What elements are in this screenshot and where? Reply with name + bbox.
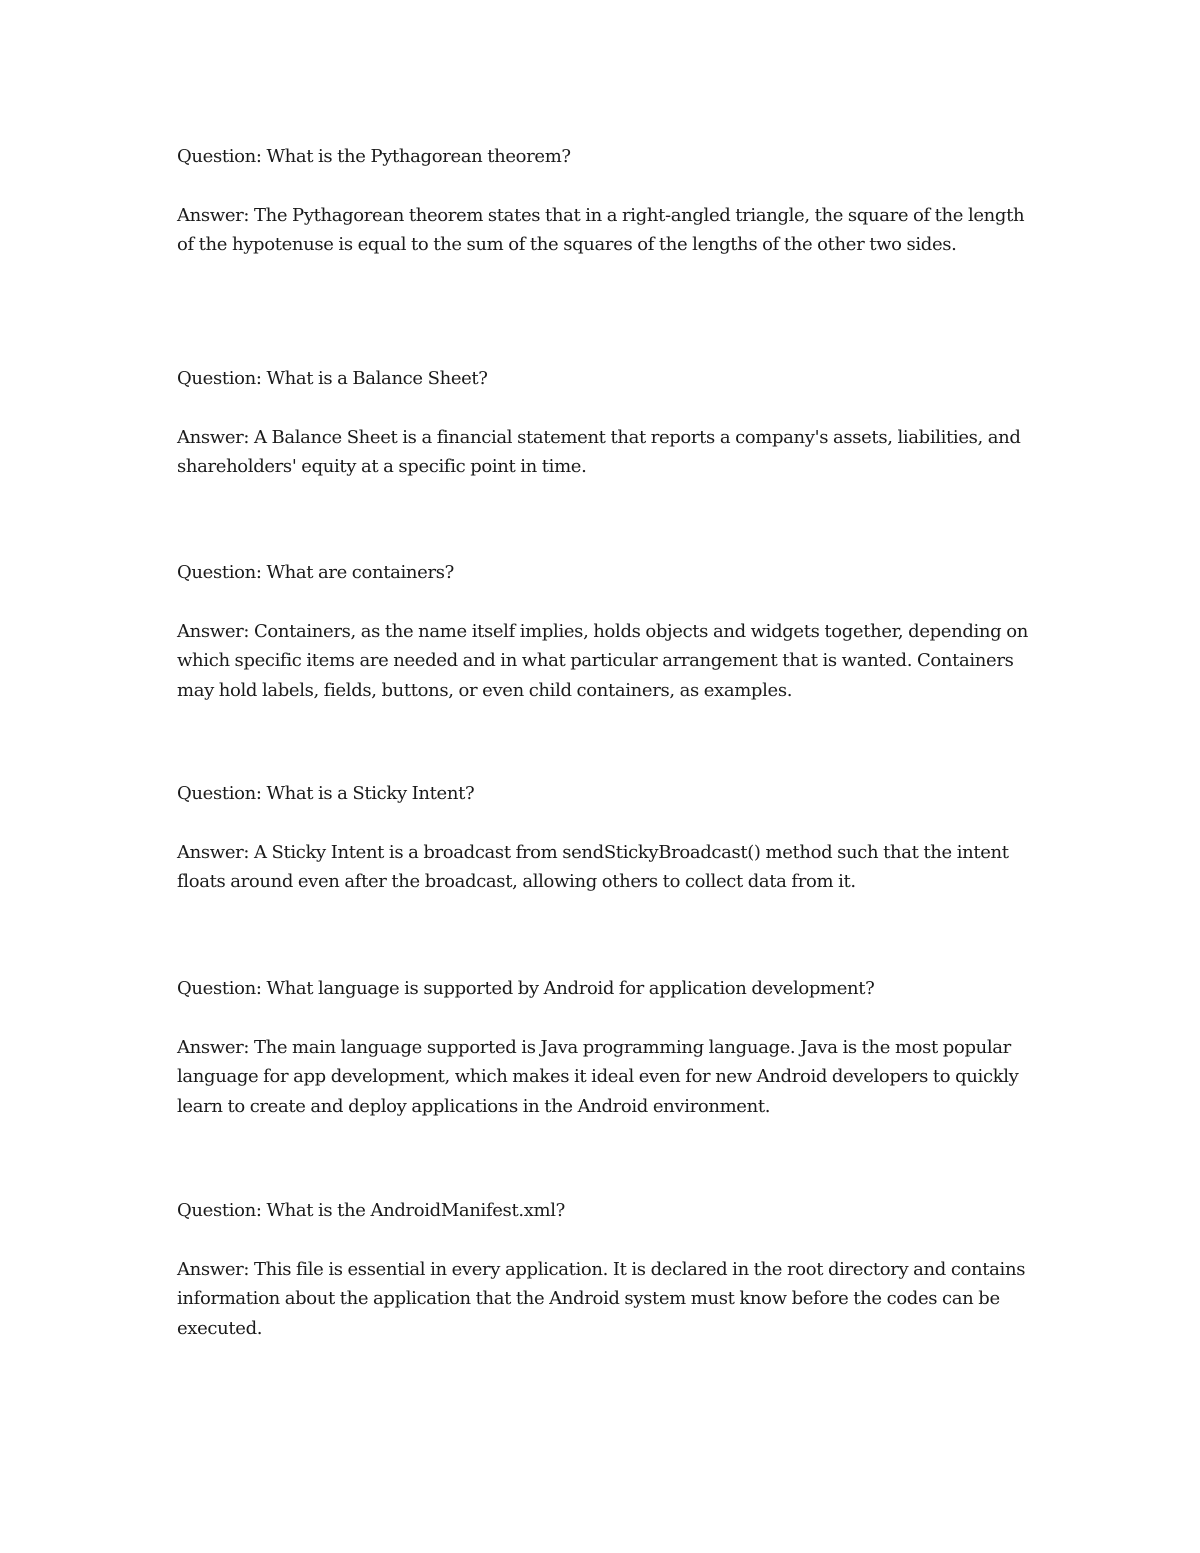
qa-item — [177, 142, 1037, 260]
answer-text: Answer: This file is essential in every application. It is declared in the root directory and contains information about the application that the Android system must know before the codes can be executed. — [177, 1258, 1026, 1339]
qa-item — [177, 1196, 1037, 1343]
question-text: Question: What is a Sticky Intent? — [177, 783, 475, 804]
qa-item — [177, 779, 1037, 897]
qa-item — [177, 364, 1037, 482]
qa-item — [177, 974, 1037, 1121]
answer-text: Answer: A Balance Sheet is a financial statement that reports a company's assets, liabilities, and shareholders' equity at a specific point in time. — [177, 426, 1021, 478]
answer-text: Answer: The main language supported is Java programming language. Java is the most popular language for app development, which makes it ideal even for new Android developers to quickly learn to create and deploy applications in the Android environment. — [177, 1036, 1019, 1117]
question-text: Question: What is the AndroidManifest.xml? — [177, 1200, 565, 1221]
question-text: Question: What is a Balance Sheet? — [177, 368, 488, 389]
question-text: Question: What is the Pythagorean theorem? — [177, 146, 571, 167]
question-text: Question: What are containers? — [177, 562, 454, 583]
qa-item — [177, 558, 1037, 705]
answer-text: Answer: Containers, as the name itself implies, holds objects and widgets together, depending on which specific items are needed and in what particular arrangement that is wanted. Containers may hold labels, fields, buttons, or even child containers, as examples. — [177, 620, 1028, 701]
question-text: Question: What language is supported by Android for application development? — [177, 978, 875, 999]
answer-text: Answer: The Pythagorean theorem states that in a right-angled triangle, the square of the length of the hypotenuse is equal to the sum of the squares of the lengths of the other two sides. — [177, 204, 1025, 256]
answer-text: Answer: A Sticky Intent is a broadcast from sendStickyBroadcast() method such that the intent floats around even after the broadcast, allowing others to collect data from it. — [177, 841, 1009, 893]
